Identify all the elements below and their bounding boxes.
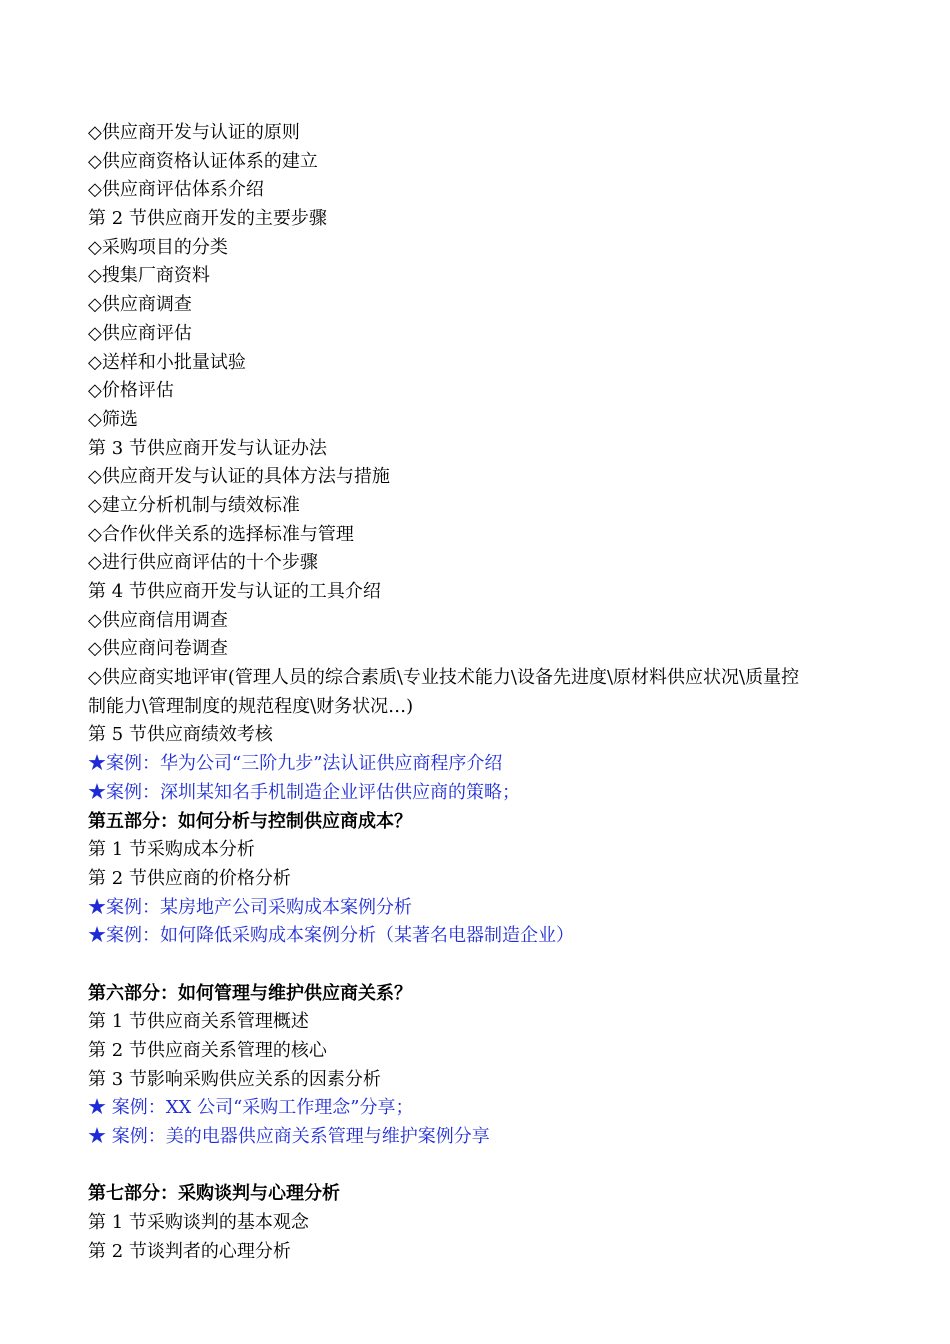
part-heading: 第七部分：采购谈判与心理分析 <box>88 1183 340 1205</box>
case-item: ★ 案例：美的电器供应商关系管理与维护案例分享 <box>88 1126 490 1148</box>
bullet-item: ◇价格评估 <box>88 380 174 402</box>
document-body <box>88 119 878 1267</box>
section-title: 第 3 节影响采购供应关系的因素分析 <box>88 1068 381 1090</box>
section-title: 第 2 节供应商关系管理的核心 <box>88 1040 327 1061</box>
section-title: 第 3 节供应商开发与认证办法 <box>88 437 327 459</box>
blank-line <box>88 1152 878 1181</box>
blank-line <box>88 951 878 980</box>
bullet-item: ◇进行供应商评估的十个步骤 <box>88 552 318 574</box>
bullet-item: ◇筛选 <box>88 408 138 430</box>
part-heading: 第五部分：如何分析与控制供应商成本？ <box>88 810 412 832</box>
bullet-item: ◇供应商开发与认证的原则 <box>88 122 300 143</box>
bullet-item: ◇供应商开发与认证的具体方法与措施 <box>88 466 390 488</box>
bullet-item: ◇供应商资格认证体系的建立 <box>88 150 318 172</box>
bullet-item: ◇合作伙伴关系的选择标准与管理 <box>88 523 354 545</box>
bullet-item: ◇供应商评估 <box>88 322 192 344</box>
section-title: 第 1 节供应商关系管理概述 <box>88 1011 309 1033</box>
bullet-item: ◇采购项目的分类 <box>88 236 228 258</box>
case-item: ★案例：某房地产公司采购成本案例分析 <box>88 896 412 918</box>
section-title: 第 5 节供应商绩效考核 <box>88 724 273 746</box>
bullet-item: ◇送样和小批量试验 <box>88 351 246 373</box>
section-title: 第 2 节供应商的价格分析 <box>88 867 291 889</box>
bullet-item: ◇供应商问卷调查 <box>88 638 228 660</box>
case-item: ★案例：华为公司“三阶九步”法认证供应商程序介绍 <box>88 753 503 775</box>
bullet-item-continuation: 制能力\管理制度的规范程度\财务状况…) <box>88 695 414 717</box>
bullet-item: ◇供应商调查 <box>88 294 192 316</box>
section-title: 第 4 节供应商开发与认证的工具介绍 <box>88 581 381 602</box>
section-title: 第 1 节采购成本分析 <box>88 839 255 861</box>
bullet-item: ◇建立分析机制与绩效标准 <box>88 494 300 516</box>
bullet-item: ◇供应商评估体系介绍 <box>88 179 264 201</box>
section-title: 第 2 节供应商开发的主要步骤 <box>88 208 327 230</box>
bullet-item: ◇搜集厂商资料 <box>88 265 210 287</box>
bullet-item: ◇供应商实地评审(管理人员的综合素质\专业技术能力\设备先进度\原材料供应状况\质量控 <box>88 667 800 689</box>
case-item: ★案例：深圳某知名手机制造企业评估供应商的策略； <box>88 781 520 803</box>
case-item: ★ 案例：XX 公司“采购工作理念”分享； <box>88 1097 414 1119</box>
section-title: 第 2 节谈判者的心理分析 <box>88 1240 291 1262</box>
part-heading: 第六部分：如何管理与维护供应商关系？ <box>88 982 412 1004</box>
case-item: ★案例：如何降低采购成本案例分析（某著名电器制造企业） <box>88 925 574 947</box>
section-title: 第 1 节采购谈判的基本观念 <box>88 1212 309 1234</box>
bullet-item: ◇供应商信用调查 <box>88 609 228 631</box>
